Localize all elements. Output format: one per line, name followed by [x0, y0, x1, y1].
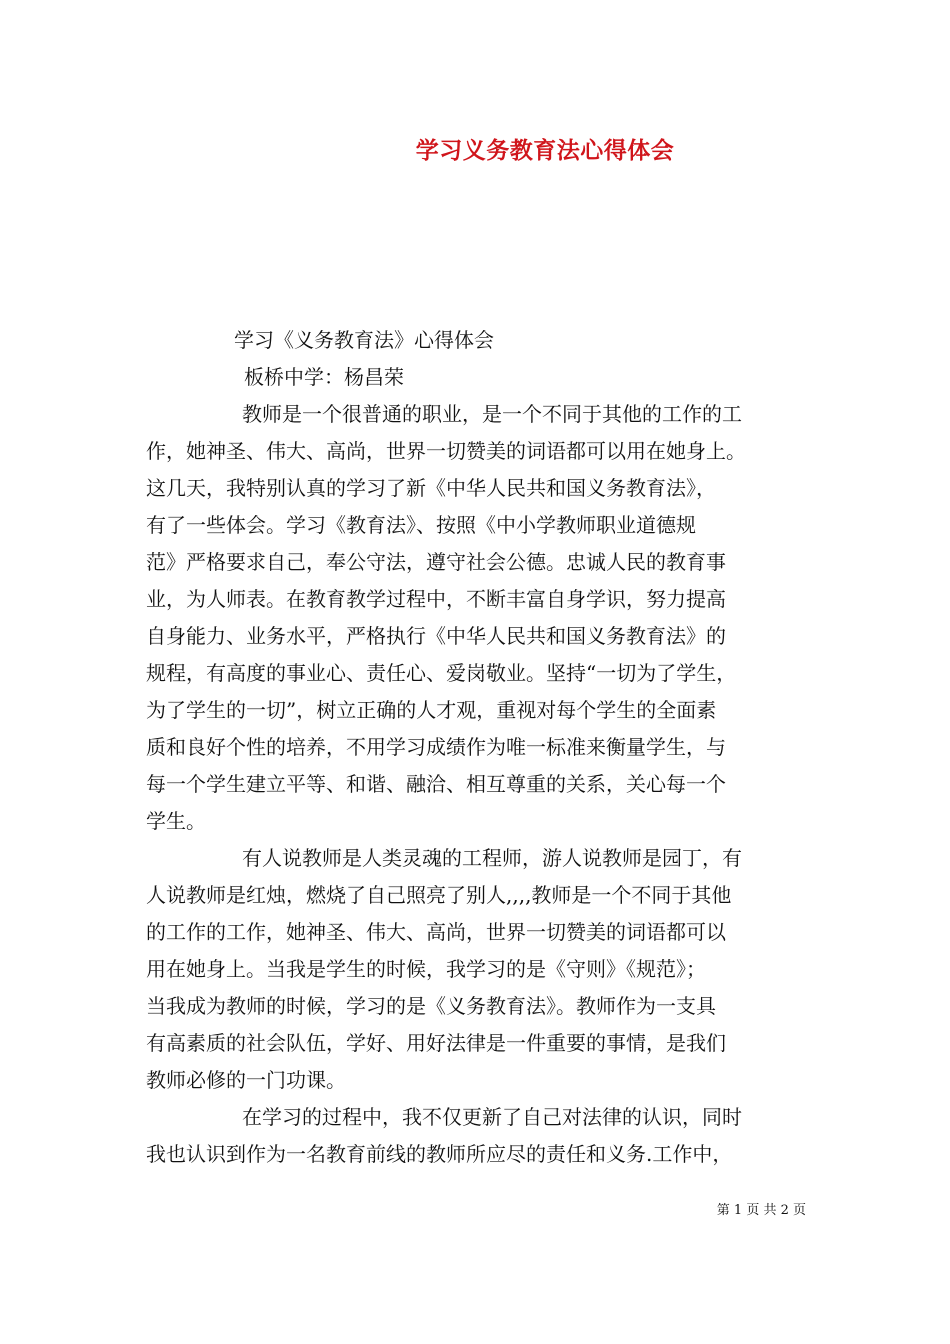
paragraph-line: 有高素质的社会队伍，学好、用好法律是一件重要的事情，是我们 [146, 1031, 726, 1055]
paragraph-line: 人说教师是红烛，燃烧了自己照亮了别人,,,,教师是一个不同于其他 [146, 883, 732, 907]
paragraph-line: 作，她神圣、伟大、高尚，世界一切赞美的词语都可以用在她身上。 [146, 439, 746, 463]
document-body [146, 322, 810, 1173]
paragraph-line: 范》严格要求自己，奉公守法，遵守社会公德。忠诚人民的教育事 [146, 550, 726, 574]
paragraph-line: 有了一些体会。学习《教育法》、按照《中小学教师职业道德规 [146, 513, 696, 537]
paragraph-line: 我也认识到作为一名教育前线的教师所应尽的责任和义务.工作中， [146, 1142, 733, 1166]
paragraph-2 [146, 840, 810, 1099]
document-subtitle: 学习《义务教育法》心得体会 [234, 328, 494, 352]
paragraph-line: 在学习的过程中，我不仅更新了自己对法律的认识，同时 [242, 1105, 742, 1129]
page-number-footer: 第 1 页 共 2 页 [716, 1203, 806, 1218]
paragraph-line: 质和良好个性的培养，不用学习成绩作为唯一标准来衡量学生，与 [146, 735, 726, 759]
paragraph-line: 教师必修的一门功课。 [146, 1068, 346, 1092]
paragraph-line: 规程，有高度的事业心、责任心、爱岗敬业。坚持“一切为了学生， [146, 661, 737, 685]
paragraph-1 [146, 396, 810, 840]
document-title: 学习义务教育法心得体会 [415, 137, 675, 164]
paragraph-line: 自身能力、业务水平，严格执行《中华人民共和国义务教育法》的 [146, 624, 726, 648]
paragraph-line: 有人说教师是人类灵魂的工程师，游人说教师是园丁，有 [242, 846, 742, 870]
paragraph-3 [146, 1099, 810, 1173]
paragraph-line: 当我成为教师的时候，学习的是《义务教育法》。教师作为一支具 [146, 994, 716, 1018]
document-author: 板桥中学：杨昌荣 [244, 365, 404, 389]
paragraph-line: 为了学生的一切”，树立正确的人才观，重视对每个学生的全面素 [146, 698, 717, 722]
paragraph-line: 每一个学生建立平等、和谐、融洽、相互尊重的关系，关心每一个 [146, 772, 726, 796]
paragraph-line: 的工作的工作，她神圣、伟大、高尚，世界一切赞美的词语都可以 [146, 920, 726, 944]
paragraph-line: 这几天，我特别认真的学习了新《中华人民共和国义务教育法》， [146, 476, 716, 500]
paragraph-line: 教师是一个很普通的职业，是一个不同于其他的工作的工 [242, 402, 742, 426]
paragraph-line: 用在她身上。当我是学生的时候，我学习的是《守则》《规范》； [146, 957, 706, 981]
paragraph-line: 学生。 [146, 809, 206, 833]
paragraph-line: 业，为人师表。在教育教学过程中，不断丰富自身学识，努力提高 [146, 587, 726, 611]
